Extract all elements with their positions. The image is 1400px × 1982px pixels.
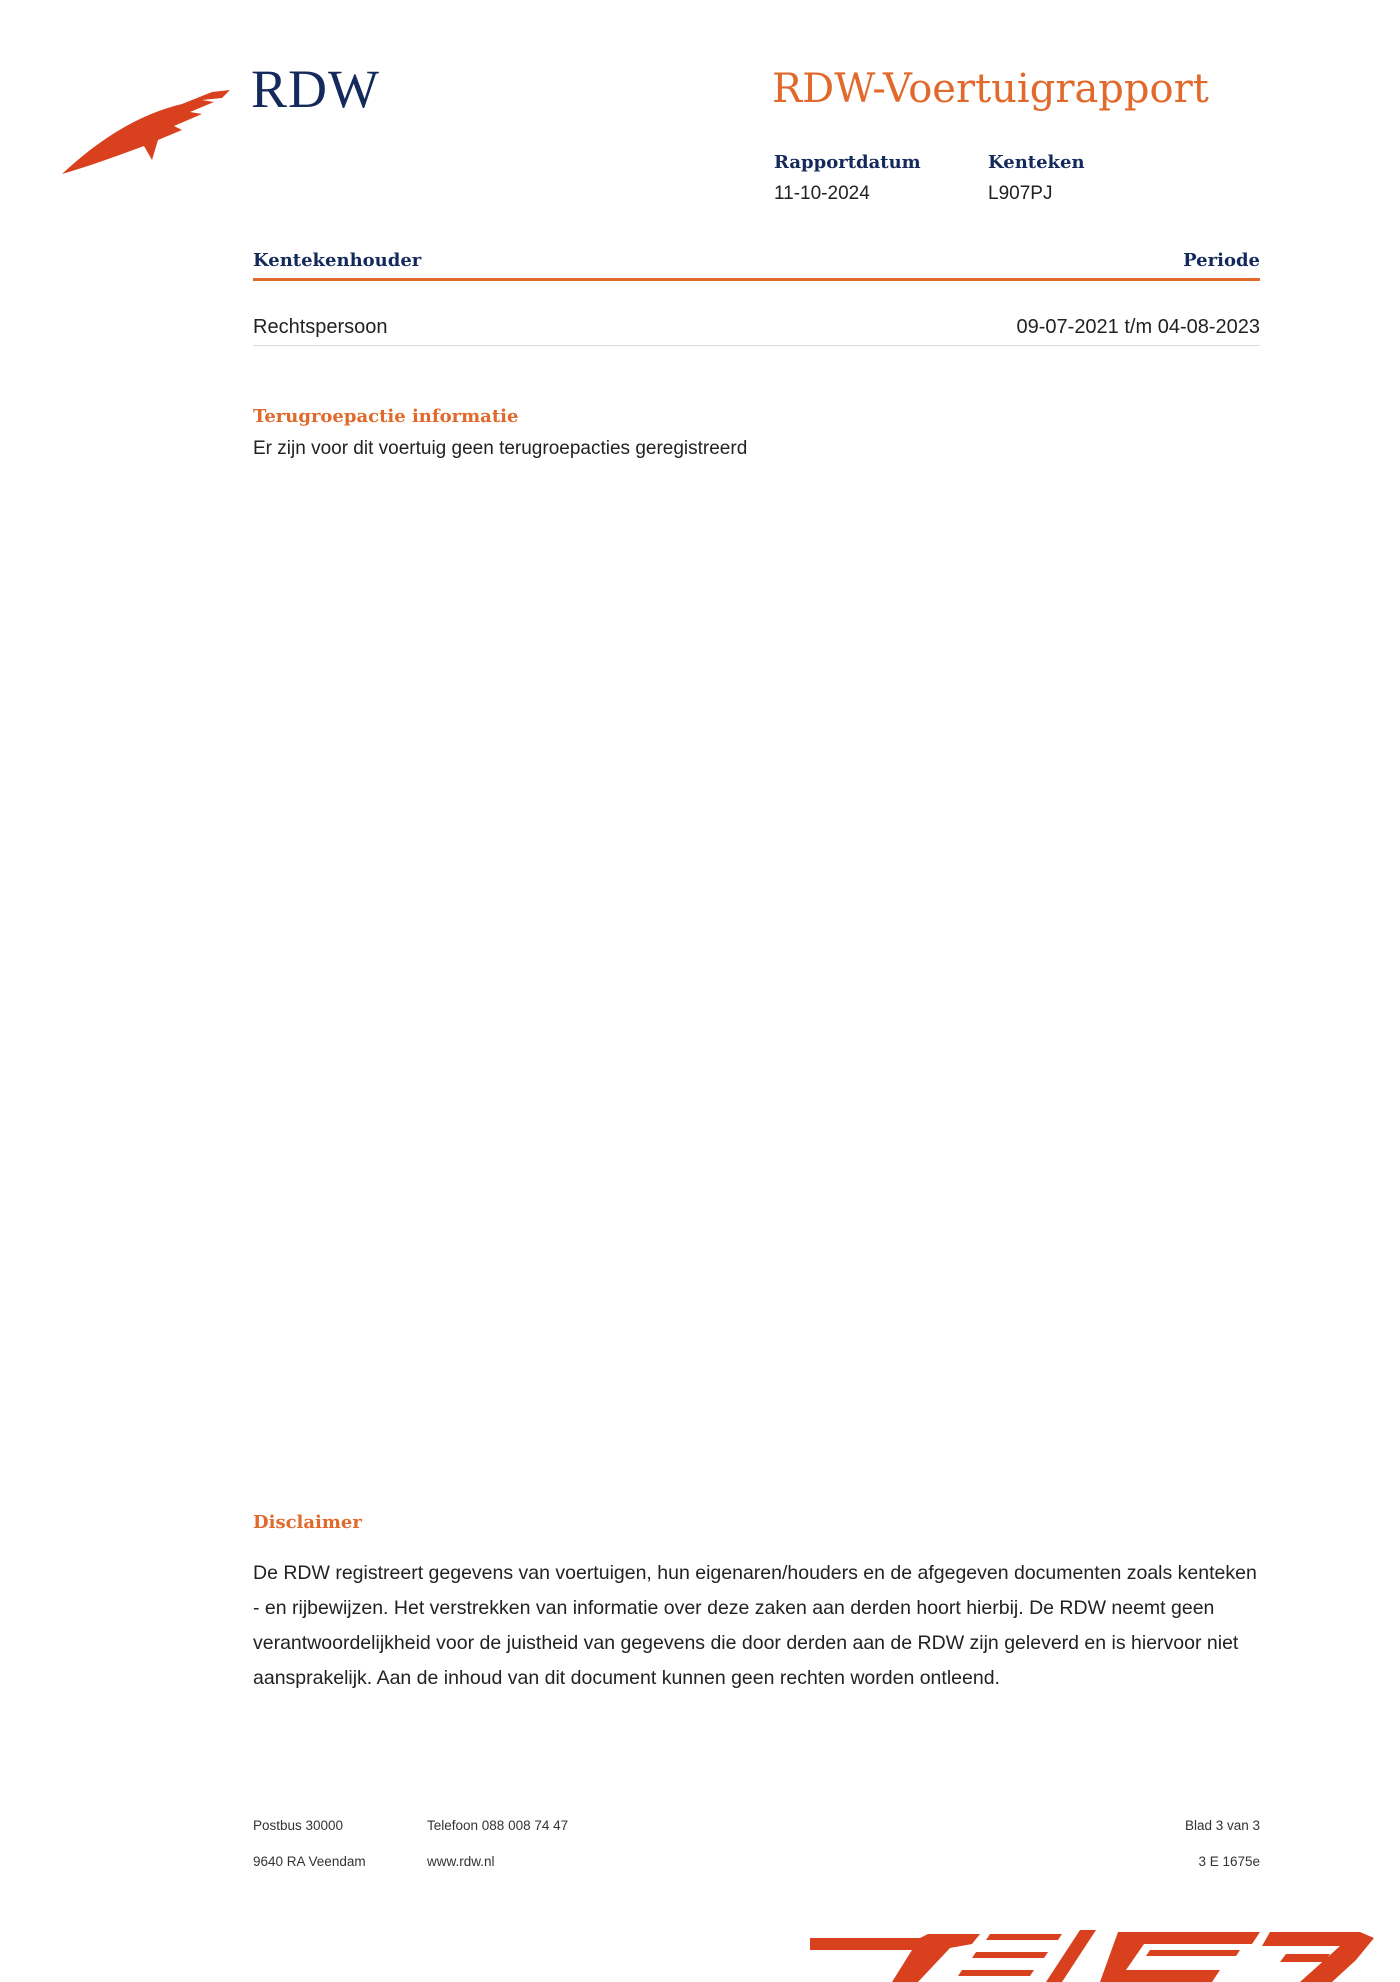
plate-label: Kenteken	[988, 152, 1085, 173]
holder-column-header: Kentekenhouder	[253, 250, 422, 271]
recall-text: Er zijn voor dit voertuig geen terugroepacties geregistreerd	[253, 438, 748, 459]
footer-stripes-icon	[800, 1924, 1400, 1982]
plate-value: L907PJ	[988, 183, 1053, 204]
disclaimer-text: De RDW registreert gegevens van voertuigen, hun eigenaren/houders en de afgegeven documenten zoals kenteken - en rijbewijzen. Het verstrekken van informatie over deze zaken aan derden hoort hierbij. De RDW neemt geen verantwoordelijkheid voor de juistheid van gegevens die door derden aan de RDW zijn geleverd en is hiervoor niet aansprakelijk. Aan de inhoud van dit document kunnen geen rechten worden ontleend.	[253, 1562, 1257, 1689]
footer-website-link[interactable]: www.rdw.nl	[427, 1854, 495, 1869]
footer-phone: Telefoon 088 008 74 47	[427, 1818, 569, 1833]
report-title: RDW-Voertuigrapport	[772, 66, 1209, 112]
period-column-header: Periode	[1183, 250, 1260, 271]
rdw-logo-icon	[62, 86, 232, 178]
report-date-value: 11-10-2024	[774, 183, 870, 204]
table-header-divider	[253, 278, 1260, 281]
period-cell: 09-07-2021 t/m 04-08-2023	[1016, 316, 1260, 338]
holder-cell: Rechtspersoon	[253, 316, 388, 338]
footer-page-number: Blad 3 van 3	[1184, 1818, 1260, 1833]
recall-section-title: Terugroepactie informatie	[253, 406, 519, 427]
disclaimer-title: Disclaimer	[253, 1512, 362, 1533]
footer-doc-code: 3 E 1675e	[1198, 1854, 1260, 1869]
table-row-divider	[253, 345, 1260, 346]
footer-address-line2: 9640 RA Veendam	[253, 1854, 366, 1869]
rdw-logo-text: RDW	[251, 59, 380, 119]
footer-address-line1: Postbus 30000	[253, 1818, 344, 1833]
report-date-label: Rapportdatum	[774, 152, 921, 173]
